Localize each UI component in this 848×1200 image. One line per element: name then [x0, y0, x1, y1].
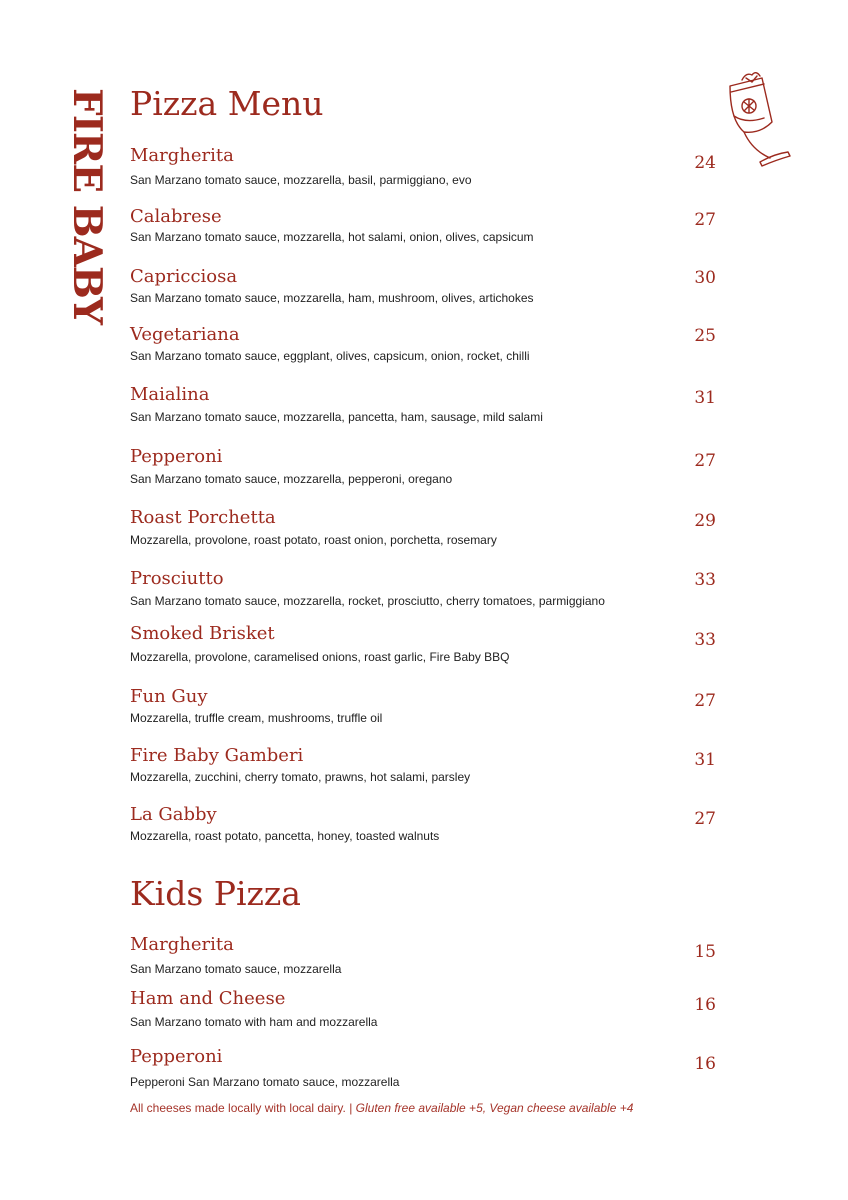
item-price: 33: [694, 630, 716, 650]
item-name: Margherita: [130, 145, 234, 166]
item-price: 27: [694, 210, 716, 230]
item-description: San Marzano tomato sauce, mozzarella, basil, parmiggiano, evo: [130, 173, 472, 187]
item-description: Mozzarella, truffle cream, mushrooms, truffle oil: [130, 711, 383, 725]
item-name: Prosciutto: [130, 568, 224, 589]
menu-item: [130, 988, 730, 1043]
footer-dietary-options: Gluten free available +5, Vegan cheese available +4: [355, 1101, 634, 1115]
pizza-menu-title: Pizza Menu: [130, 84, 324, 123]
item-name: Margherita: [130, 934, 234, 955]
menu-item: [130, 266, 730, 321]
menu-item: [130, 206, 730, 261]
item-name: Smoked Brisket: [130, 623, 275, 644]
item-price: 27: [694, 809, 716, 829]
item-description: San Marzano tomato sauce, eggplant, olives, capsicum, onion, rocket, chilli: [130, 349, 530, 363]
menu-item: [130, 686, 730, 741]
item-name: Vegetariana: [130, 324, 240, 345]
menu-item: [130, 507, 730, 562]
menu-item: [130, 145, 730, 200]
item-name: Calabrese: [130, 206, 222, 227]
item-name: Capricciosa: [130, 266, 238, 287]
item-price: 15: [694, 942, 716, 962]
item-description: Mozzarella, provolone, caramelised onions, roast garlic, Fire Baby BBQ: [130, 650, 510, 664]
menu-item: [130, 804, 730, 859]
item-description: San Marzano tomato sauce, mozzarella, pancetta, ham, sausage, mild salami: [130, 410, 543, 424]
menu-item: [130, 745, 730, 800]
item-name: Fire Baby Gamberi: [130, 745, 304, 766]
item-name: Roast Porchetta: [130, 507, 276, 528]
item-price: 24: [694, 153, 716, 173]
kids-pizza-title: Kids Pizza: [130, 874, 301, 913]
item-name: La Gabby: [130, 804, 217, 825]
item-name: Maialina: [130, 384, 210, 405]
item-description: San Marzano tomato sauce, mozzarella, rocket, prosciutto, cherry tomatoes, parmiggiano: [130, 594, 605, 608]
item-price: 31: [694, 750, 716, 770]
item-name: Pepperoni: [130, 1046, 223, 1067]
footer-note: [130, 1101, 633, 1115]
menu-item: [130, 623, 730, 678]
item-description: San Marzano tomato sauce, mozzarella, ham, mushroom, olives, artichokes: [130, 291, 534, 305]
brand-name: FIRE BABY: [64, 88, 110, 324]
item-description: Mozzarella, provolone, roast potato, roast onion, porchetta, rosemary: [130, 533, 497, 547]
item-price: 29: [694, 511, 716, 531]
item-price: 30: [694, 268, 716, 288]
item-price: 33: [694, 570, 716, 590]
menu-item: [130, 568, 730, 623]
item-description: San Marzano tomato sauce, mozzarella, hot salami, onion, olives, capsicum: [130, 230, 534, 244]
item-description: Mozzarella, roast potato, pancetta, honey, toasted walnuts: [130, 829, 440, 843]
item-price: 16: [694, 995, 716, 1015]
item-name: Fun Guy: [130, 686, 208, 707]
item-description: Mozzarella, zucchini, cherry tomato, prawns, hot salami, parsley: [130, 770, 471, 784]
item-name: Pepperoni: [130, 446, 223, 467]
wine-glass-icon: [722, 70, 794, 170]
item-description: Pepperoni San Marzano tomato sauce, mozzarella: [130, 1075, 400, 1089]
menu-item: [130, 1046, 730, 1101]
item-price: 31: [694, 388, 716, 408]
menu-item: [130, 446, 730, 501]
menu-item: [130, 324, 730, 379]
item-price: 16: [694, 1054, 716, 1074]
item-price: 25: [694, 326, 716, 346]
brand-logo: [30, 88, 110, 324]
item-price: 27: [694, 451, 716, 471]
item-description: San Marzano tomato sauce, mozzarella, pepperoni, oregano: [130, 472, 453, 486]
menu-item: [130, 934, 730, 989]
item-description: San Marzano tomato with ham and mozzarella: [130, 1015, 378, 1029]
item-description: San Marzano tomato sauce, mozzarella: [130, 962, 342, 976]
item-price: 27: [694, 691, 716, 711]
menu-item: [130, 384, 730, 439]
item-name: Ham and Cheese: [130, 988, 286, 1009]
footer-dairy-note: All cheeses made locally with local dairy. |: [130, 1101, 356, 1115]
